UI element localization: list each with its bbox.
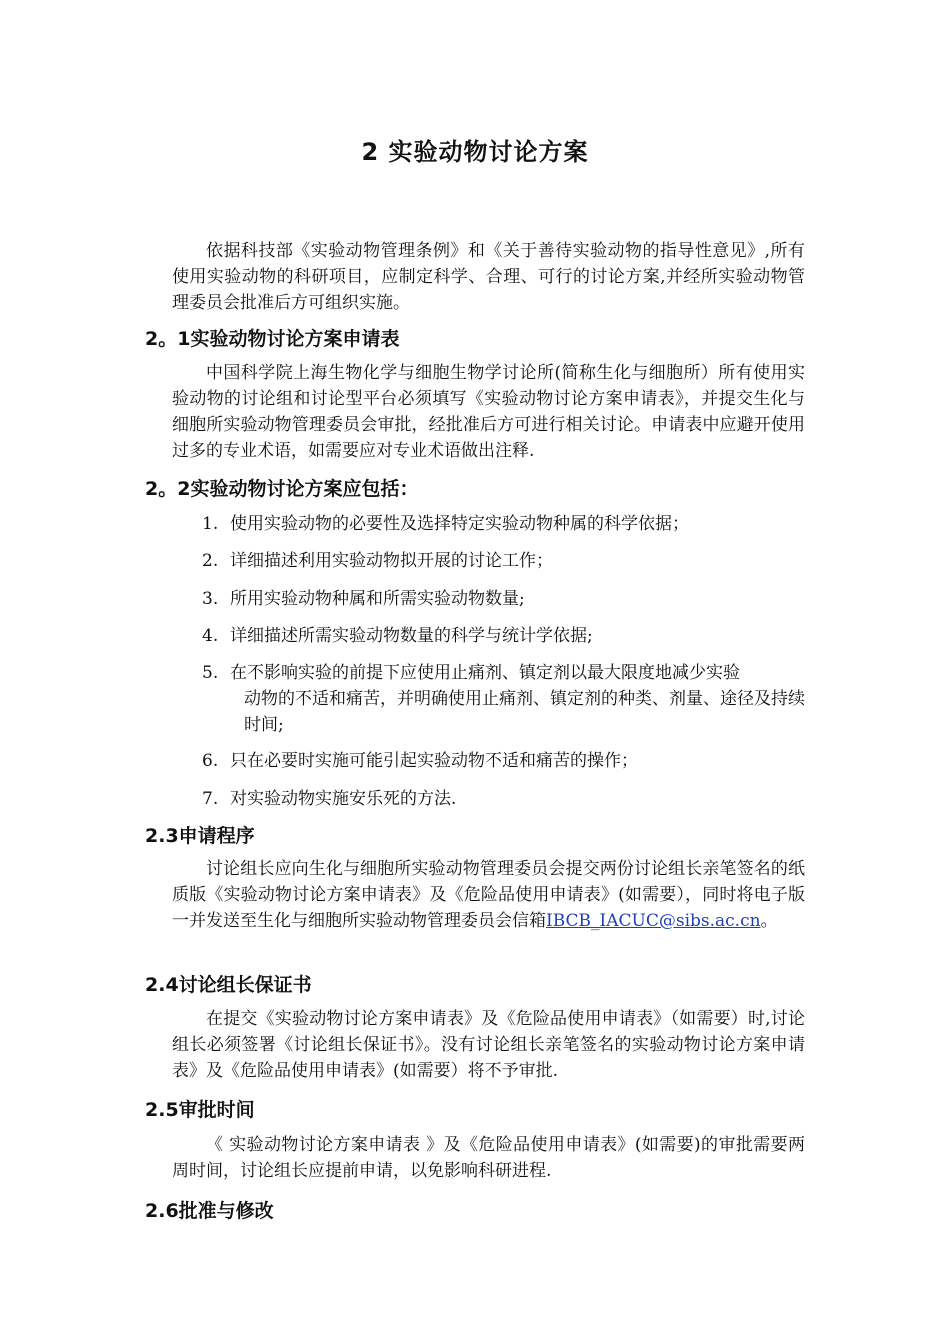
list-item-number: 3. [202, 589, 219, 609]
list-item [202, 511, 807, 537]
list-item-number: 6. [202, 751, 219, 771]
list-item-number: 4. [202, 626, 219, 646]
section-2-1-body: 中国科学院上海生物化学与细胞生物学讨论所(简称生化与细胞所）所有使用实验动物的讨论组和讨论型平台必须填写《实验动物讨论方案申请表》，并提交生化与细胞所实验动物管理委员会审批，经批准后方可进行相关讨论。申请表中应避开使用过多的专业术语，如需要应对专业术语做出注释. [172, 363, 805, 461]
list-item-text: 只在必要时实施可能引起实验动物不适和痛苦的操作； [230, 751, 638, 771]
section-2-5-heading: 2.5审批时间 [145, 1099, 255, 1121]
section-2-6-heading: 2.6批准与修改 [145, 1200, 274, 1222]
list-item-continuation: 动物的不适和痛苦，并明确使用止痛剂、镇定剂的种类、剂量、途径及持续时间; [244, 689, 805, 735]
list-item [202, 748, 807, 774]
list-item [202, 548, 807, 574]
list-item [202, 660, 807, 738]
list-item-number: 5. [202, 663, 219, 683]
list-item-number: 1. [202, 514, 219, 534]
section-2-3-text: 讨论组长应向生化与细胞所实验动物管理委员会提交两份讨论组长亲笔签名的纸质版《实验动物讨论方案申请表》及《危险品使用申请表》(如需要），同时将电子版一并发送至生化与细胞所实验动物管理委员会信箱 [172, 859, 805, 931]
list-item [202, 623, 807, 649]
section-2-4-body: 在提交《实验动物讨论方案申请表》及《危险品使用申请表》（如需要）时,讨论组长必须签署《讨论组长保证书》。没有讨论组长亲笔签名的实验动物讨论方案申请表》及《危险品使用申请表》(如需要）将不予审批. [172, 1009, 805, 1081]
list-item [202, 586, 807, 612]
page-title: 2 实验动物讨论方案 [361, 138, 589, 166]
list-item-text: 所用实验动物种属和所需实验动物数量; [230, 589, 525, 609]
list-item-number: 7. [202, 789, 219, 809]
section-2-5-body: 《 实验动物讨论方案申请表 》及《危险品使用申请表》(如需要)的审批需要两周时间，讨论组长应提前申请，以免影响科研进程. [172, 1135, 805, 1181]
list-item-text: 使用实验动物的必要性及选择特定实验动物种属的科学依据； [230, 514, 689, 534]
list-item-text: 在不影响实验的前提下应使用止痛剂、镇定剂以最大限度地减少实验 [230, 663, 740, 683]
list-item-number: 2. [202, 551, 219, 571]
section-2-2-heading: 2。2实验动物讨论方案应包括： [145, 478, 419, 500]
section-2-3-body [172, 856, 805, 934]
list-item [202, 786, 807, 812]
section-2-1-heading: 2。1实验动物讨论方案申请表 [145, 328, 400, 350]
section-2-3-end: 。 [760, 911, 778, 931]
email-link[interactable]: IBCB_IACUC@sibs.ac.cn [546, 911, 761, 931]
list-item-text: 对实验动物实施安乐死的方法. [230, 789, 457, 809]
list-item-text: 详细描述利用实验动物拟开展的讨论工作； [230, 551, 553, 571]
list-item-text: 详细描述所需实验动物数量的科学与统计学依据; [230, 626, 593, 646]
intro-paragraph: 依据科技部《实验动物管理条例》和《关于善待实验动物的指导性意见》,所有使用实验动物的科研项目，应制定科学、合理、可行的讨论方案,并经所实验动物管理委员会批准后方可组织实施。 [172, 241, 805, 313]
section-2-3-heading: 2.3申请程序 [145, 825, 255, 847]
section-2-4-heading: 2.4讨论组长保证书 [145, 974, 312, 996]
